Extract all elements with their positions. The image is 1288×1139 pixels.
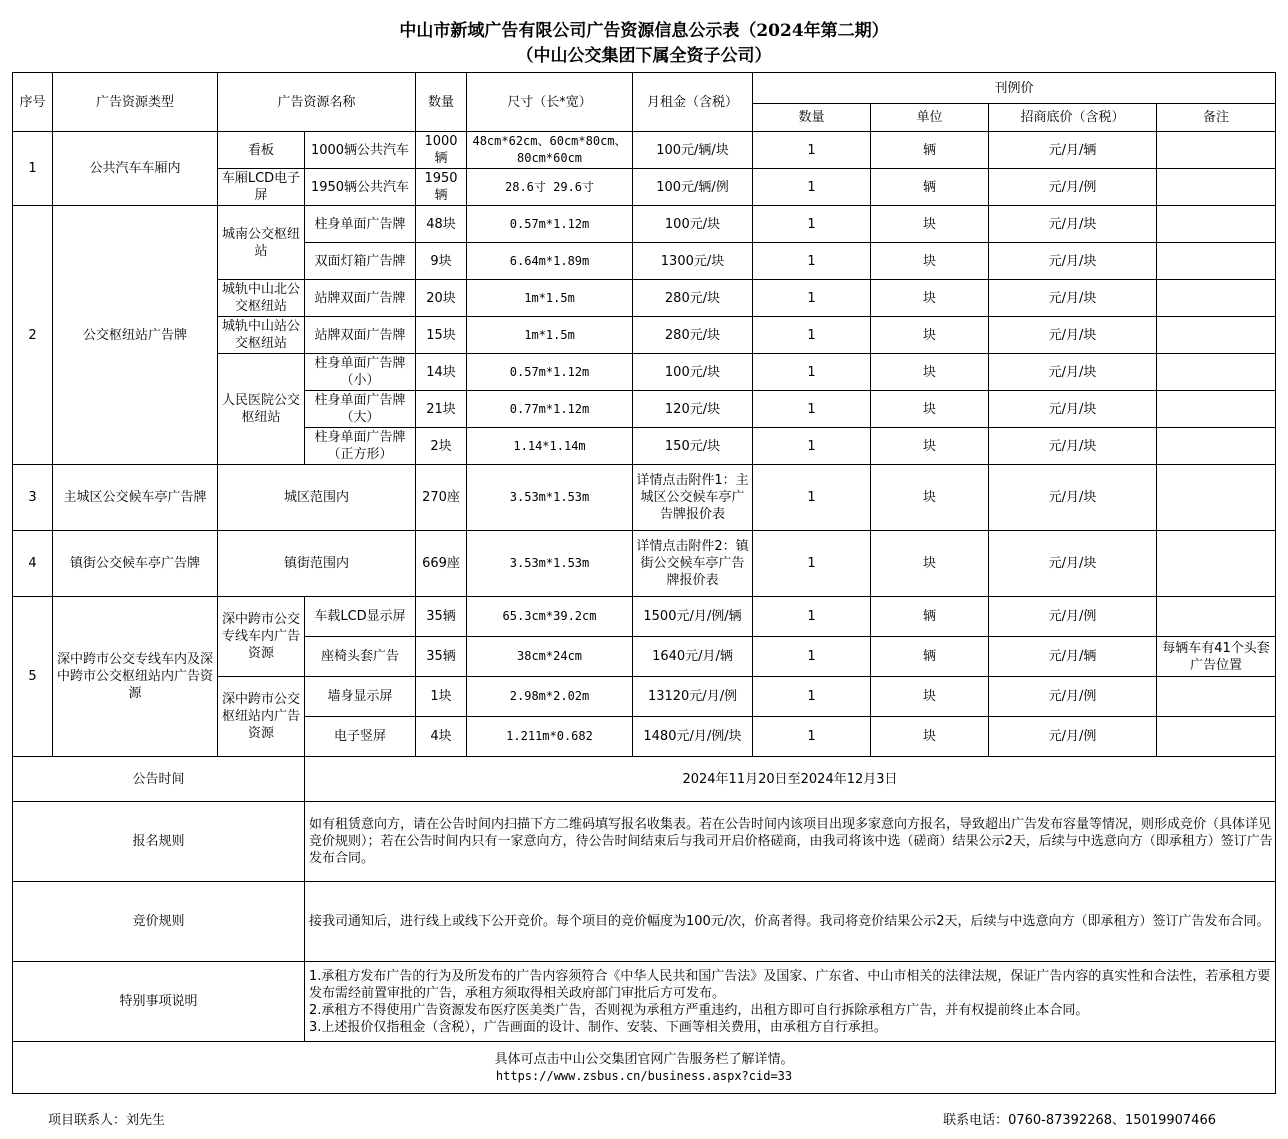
resource-qty: 20块 [416,280,467,317]
attachment-link-2[interactable]: 详情点击附件2：镇街公交候车亭广告牌报价表 [633,531,753,597]
resource-size: 1.14*1.14m [467,428,633,465]
header-rent: 月租金（含税） [633,73,753,132]
list-note [1157,391,1276,428]
list-qty: 1 [753,317,871,354]
resource-size: 48cm*62cm、60cm*80cm、80cm*60cm [467,132,633,169]
header-type: 广告资源类型 [53,73,218,132]
header-group: 刊例价 [753,73,1276,104]
list-price: 元/月/例 [989,677,1157,717]
special-note-2: 2.承租方不得使用广告资源发布医疗医美类广告，否则视为承租方严重违约，出租方即可自行拆除承租方广告，并有权提前终止本合同。 [309,1002,1089,1018]
resource-name: 墙身显示屏 [305,677,416,717]
list-qty: 1 [753,637,871,677]
header-size: 尺寸（长*宽） [467,73,633,132]
resource-qty: 270座 [416,465,467,531]
resource-qty: 1950辆 [416,169,467,206]
list-price: 元/月/辆 [989,637,1157,677]
list-note [1157,317,1276,354]
resource-rent: 100元/块 [633,354,753,391]
list-price: 元/月/块 [989,243,1157,280]
list-note [1157,531,1276,597]
list-unit: 块 [871,354,989,391]
resource-size: 3.53m*1.53m [467,531,633,597]
resource-rent: 280元/块 [633,317,753,354]
resource-rent: 100元/辆/块 [633,132,753,169]
header-seq: 序号 [13,73,53,132]
resource-rent: 1500元/月/例/辆 [633,597,753,637]
resource-qty: 35辆 [416,637,467,677]
group-seq: 3 [13,465,53,531]
list-price: 元/月/辆 [989,132,1157,169]
resource-qty: 2块 [416,428,467,465]
resource-size: 28.6寸 29.6寸 [467,169,633,206]
resource-name: 电子竖屏 [305,717,416,757]
resource-size: 2.98m*2.02m [467,677,633,717]
list-price: 元/月/块 [989,280,1157,317]
list-price: 元/月/块 [989,465,1157,531]
group-seq: 5 [13,597,53,757]
group-type: 公交枢纽站广告牌 [53,206,218,465]
header-sub-price: 招商底价（含税） [989,104,1157,132]
notice-time-label: 公告时间 [13,757,305,802]
list-unit: 块 [871,428,989,465]
list-qty: 1 [753,169,871,206]
list-unit: 辆 [871,132,989,169]
contact-person: 项目联系人：刘先生 [48,1113,166,1128]
resource-size: 0.77m*1.12m [467,391,633,428]
sub-category: 看板 [218,132,305,169]
resource-size: 38cm*24cm [467,637,633,677]
notice-time-value: 2024年11月20日至2024年12月3日 [305,757,1276,802]
bidding-rules-label: 竞价规则 [13,882,305,962]
list-qty: 1 [753,280,871,317]
resource-qty: 9块 [416,243,467,280]
list-unit: 块 [871,206,989,243]
group-type: 主城区公交候车亭广告牌 [53,465,218,531]
website-link[interactable]: https://www.zsbus.cn/business.aspx?cid=33 [495,1068,793,1083]
resource-qty: 1块 [416,677,467,717]
resource-size: 65.3cm*39.2cm [467,597,633,637]
list-note [1157,677,1276,717]
bidding-rules-text: 接我司通知后，进行线上或线下公开竞价。每个项目的竞价幅度为100元/次，价高者得。我司将竞价结果公示2天，后续与中选意向方（即承租方）签订广告发布合同。 [305,882,1276,962]
sub-category: 车厢LCD电子屏 [218,169,305,206]
resource-size: 0.57m*1.12m [467,206,633,243]
list-unit: 块 [871,677,989,717]
list-note [1157,717,1276,757]
resource-name: 1000辆公共汽车 [305,132,416,169]
list-price: 元/月/块 [989,531,1157,597]
list-qty: 1 [753,465,871,531]
header-name: 广告资源名称 [218,73,416,132]
resource-name: 站牌双面广告牌 [305,317,416,354]
list-price: 元/月/块 [989,317,1157,354]
list-note [1157,428,1276,465]
resource-qty: 669座 [416,531,467,597]
header-sub-unit: 单位 [871,104,989,132]
attachment-link-1[interactable]: 详情点击附件1：主城区公交候车亭广告牌报价表 [633,465,753,531]
sub-category: 深中跨市公交枢纽站内广告资源 [218,677,305,757]
signup-rules-label: 报名规则 [13,802,305,882]
resource-qty: 1000辆 [416,132,467,169]
more-info [13,1042,1276,1094]
resource-rent: 1480元/月/例/块 [633,717,753,757]
resource-qty: 35辆 [416,597,467,637]
list-note [1157,597,1276,637]
list-price: 元/月/例 [989,169,1157,206]
list-qty: 1 [753,206,871,243]
resource-qty: 4块 [416,717,467,757]
contact-phone: 联系电话：0760-87392268、15019907466 [943,1113,1216,1128]
special-note-1: 1.承租方发布广告的行为及所发布的广告内容须符合《中华人民共和国广告法》及国家、广东省、中山市相关的法律法规，保证广告内容的真实性和合法性，若承租方要发布需经前置审批的广告，承租方须取得相关政府部门审批后方可发布。 [309,968,1271,1001]
list-unit: 块 [871,391,989,428]
list-qty: 1 [753,391,871,428]
resource-rent: 100元/辆/例 [633,169,753,206]
list-qty: 1 [753,243,871,280]
list-unit: 辆 [871,597,989,637]
sub-category: 城轨中山北公交枢纽站 [218,280,305,317]
list-note [1157,132,1276,169]
resource-rent: 150元/块 [633,428,753,465]
resource-rent: 1300元/块 [633,243,753,280]
list-unit: 块 [871,317,989,354]
list-qty: 1 [753,132,871,169]
list-qty: 1 [753,717,871,757]
list-price: 元/月/块 [989,206,1157,243]
resource-name: 镇街范围内 [218,531,416,597]
list-note [1157,280,1276,317]
list-unit: 辆 [871,637,989,677]
resource-name: 车载LCD显示屏 [305,597,416,637]
resource-name: 柱身单面广告牌（正方形） [305,428,416,465]
list-note: 每辆车有41个头套广告位置 [1157,637,1276,677]
resource-size: 6.64m*1.89m [467,243,633,280]
sub-category: 深中跨市公交专线车内广告资源 [218,597,305,677]
resource-size: 1.211m*0.682 [467,717,633,757]
resource-size: 3.53m*1.53m [467,465,633,531]
list-note [1157,243,1276,280]
resource-name: 柱身单面广告牌 [305,206,416,243]
list-note [1157,169,1276,206]
resource-name: 双面灯箱广告牌 [305,243,416,280]
resource-name: 1950辆公共汽车 [305,169,416,206]
group-type: 公共汽车车厢内 [53,132,218,206]
resource-rent: 280元/块 [633,280,753,317]
more-info-text: 具体可点击中山公交集团官网广告服务栏了解详情。 [494,1051,794,1067]
resource-size: 0.57m*1.12m [467,354,633,391]
group-seq: 1 [13,132,53,206]
list-unit: 块 [871,243,989,280]
special-note-3: 3.上述报价仅指租金（含税），广告画面的设计、制作、安装、下画等相关费用，由承租方自行承担。 [309,1019,887,1035]
list-price: 元/月/块 [989,428,1157,465]
list-price: 元/月/块 [989,354,1157,391]
group-type: 镇街公交候车亭广告牌 [53,531,218,597]
header-sub-note: 备注 [1157,104,1276,132]
ad-resource-table [12,72,1276,1094]
special-notes-text [305,962,1276,1042]
resource-rent: 120元/块 [633,391,753,428]
resource-qty: 48块 [416,206,467,243]
list-qty: 1 [753,428,871,465]
resource-size: 1m*1.5m [467,317,633,354]
list-unit: 块 [871,531,989,597]
list-note [1157,206,1276,243]
sub-category: 城南公交枢纽站 [218,206,305,280]
list-unit: 块 [871,465,989,531]
group-seq: 2 [13,206,53,465]
resource-rent: 100元/块 [633,206,753,243]
resource-name: 城区范围内 [218,465,416,531]
resource-qty: 15块 [416,317,467,354]
resource-name: 座椅头套广告 [305,637,416,677]
resource-name: 柱身单面广告牌（大） [305,391,416,428]
resource-rent: 13120元/月/例 [633,677,753,717]
group-type: 深中跨市公交专线车内及深中跨市公交枢纽站内广告资源 [53,597,218,757]
special-notes-label: 特别事项说明 [13,962,305,1042]
resource-qty: 14块 [416,354,467,391]
page-title: 中山市新域广告有限公司广告资源信息公示表（2024年第二期） [399,21,889,41]
list-note [1157,465,1276,531]
list-unit: 辆 [871,169,989,206]
list-price: 元/月/例 [989,597,1157,637]
resource-name: 柱身单面广告牌（小） [305,354,416,391]
list-qty: 1 [753,531,871,597]
resource-qty: 21块 [416,391,467,428]
sub-category: 城轨中山站公交枢纽站 [218,317,305,354]
header-sub-qty: 数量 [753,104,871,132]
list-unit: 块 [871,717,989,757]
page-subtitle: （中山公交集团下属全资子公司） [516,46,772,66]
resource-name: 站牌双面广告牌 [305,280,416,317]
list-qty: 1 [753,597,871,637]
list-price: 元/月/块 [989,391,1157,428]
list-unit: 块 [871,280,989,317]
list-note [1157,354,1276,391]
list-price: 元/月/例 [989,717,1157,757]
group-seq: 4 [13,531,53,597]
sub-category: 人民医院公交枢纽站 [218,354,305,465]
resource-rent: 1640元/月/辆 [633,637,753,677]
header-qty: 数量 [416,73,467,132]
resource-size: 1m*1.5m [467,280,633,317]
signup-rules-text: 如有租赁意向方，请在公告时间内扫描下方二维码填写报名收集表。若在公告时间内该项目出现多家意向方报名，导致超出广告发布容量等情况，则形成竞价（具体详见竞价规则）；若在公告时间内只有一家意向方，待公告时间结束后与我司开启价格磋商，由我司将该中选（磋商）结果公示2天，后续与中选意向方（即承租方）签订广告发布合同。 [305,802,1276,882]
list-qty: 1 [753,677,871,717]
list-qty: 1 [753,354,871,391]
